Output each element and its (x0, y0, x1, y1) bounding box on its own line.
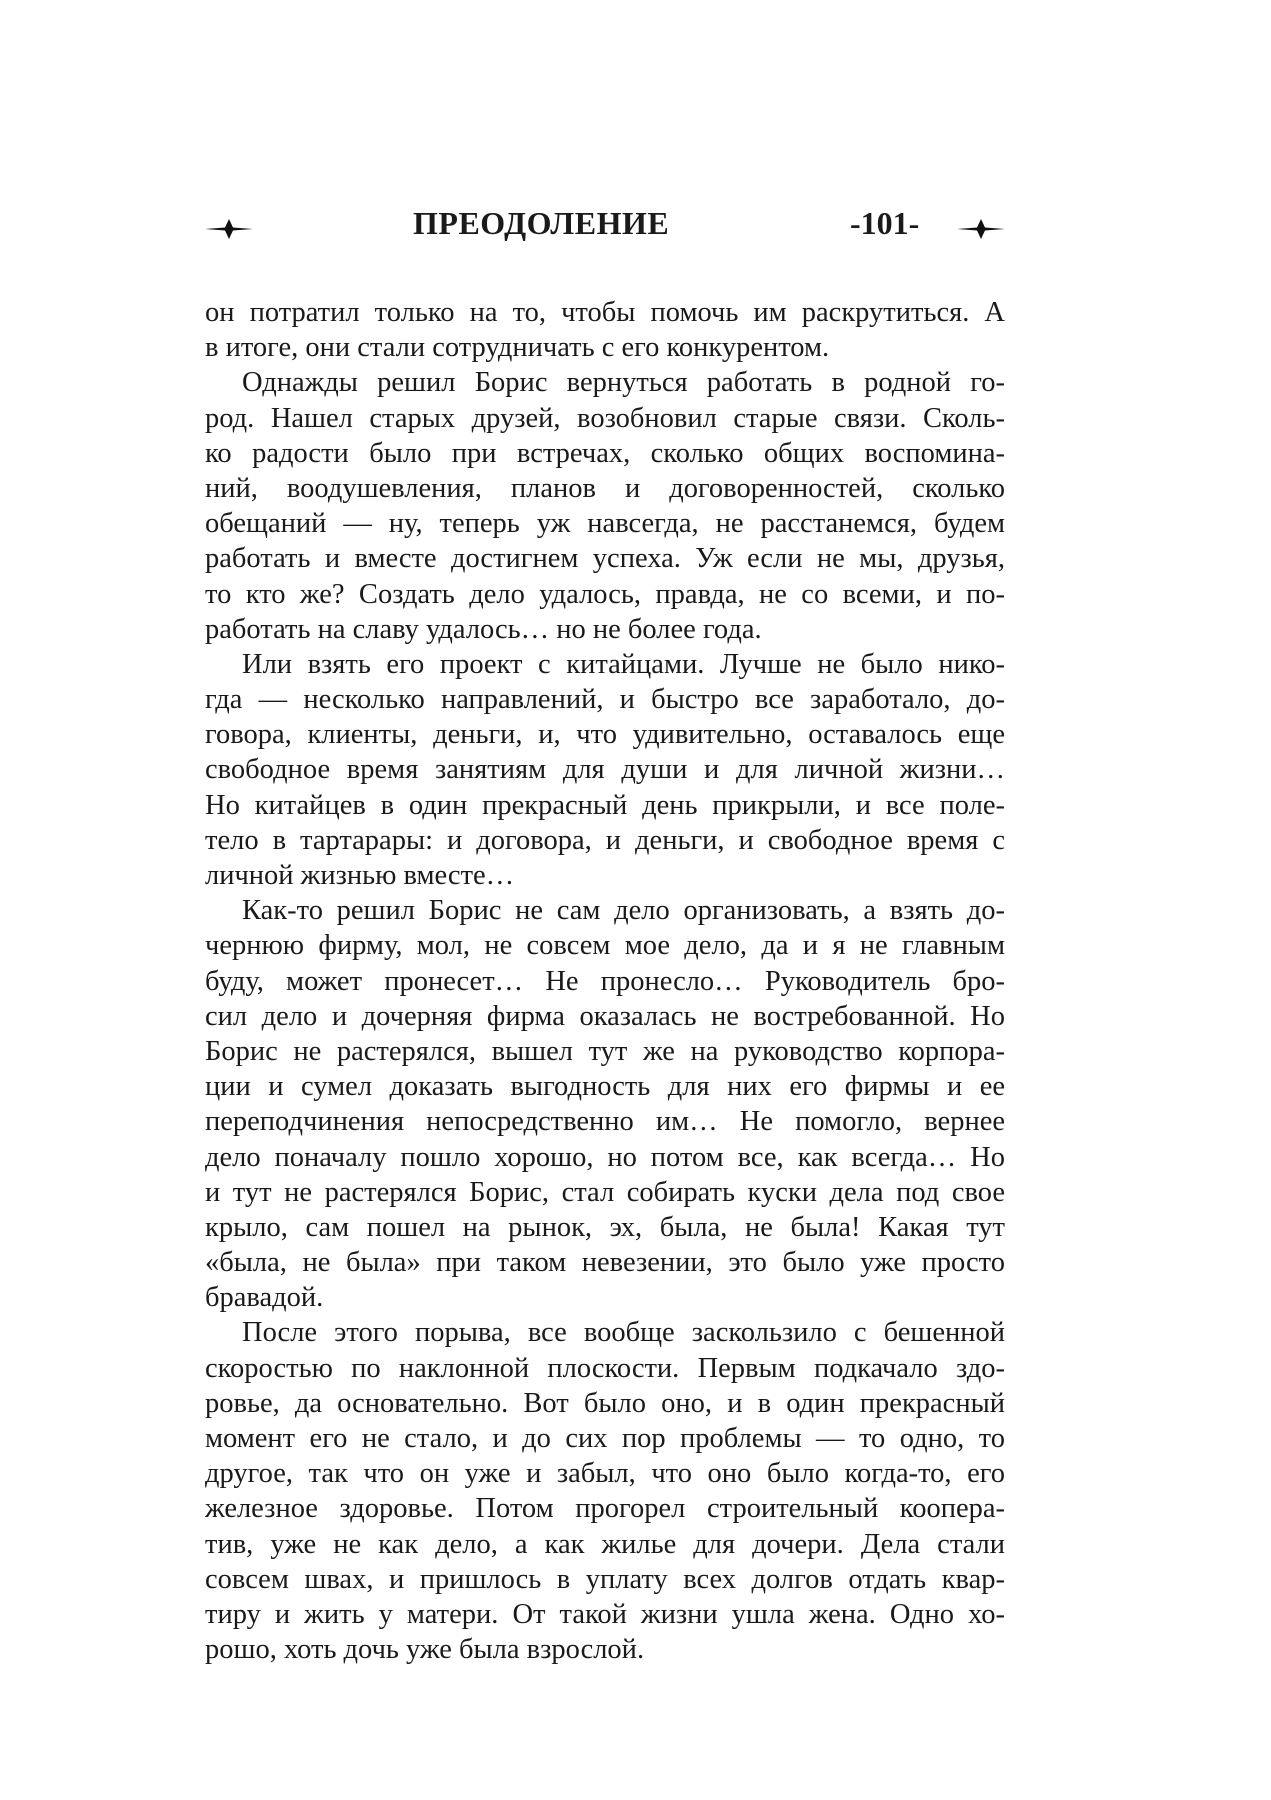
text-line: После этого порыва, все вообще заскользило с бешенной (242, 1317, 1005, 1349)
text-line: чернюю фирму, мол, не совсем мое дело, да и я не главным (205, 930, 1005, 962)
text-line: переподчинения непосредственно им… Не помогло, вернее (205, 1106, 1005, 1138)
text-line: Однажды решил Борис вернуться работать в родной го- (242, 367, 1005, 399)
text-line: другое, так что он уже и забыл, что оно было когда-то, его (205, 1458, 1005, 1490)
text-line: ции и сумел доказать выгодность для них его фирмы и ее (205, 1071, 1005, 1103)
text-line: обещаний — ну, теперь уж навсегда, не расстанемся, будем (205, 508, 1005, 540)
text-line: свободное время занятиям для души и для личной жизни… (205, 754, 1005, 786)
text-line: тив, уже не как дело, а как жилье для дочери. Дела стали (205, 1528, 1005, 1560)
text-line: сил дело и дочерняя фирма оказалась не востребованной. Но (205, 1000, 1005, 1032)
text-line: он потратил только на то, чтобы помочь им раскрутиться. А (205, 297, 1005, 328)
text-line: Но китайцев в один прекрасный день прикрыли, и все поле- (205, 789, 1005, 821)
text-line: совсем швах, и пришлось в уплату всех долгов отдать квар- (205, 1563, 1005, 1595)
text-line: Борис не растерялся, вышел тут же на руководство корпора- (205, 1035, 1005, 1067)
text-line: крыло, сам пошел на рынок, эх, была, не была! Какая тут (205, 1211, 1005, 1243)
text-line: работать и вместе достигнем успеха. Уж если не мы, друзья, (205, 543, 1005, 575)
text-line: «была, не была» при таком невезении, это было уже просто (205, 1247, 1005, 1279)
text-line: Или взять его проект с китайцами. Лучше не было нико- (242, 648, 1005, 680)
star-ornament-right-icon (957, 219, 1005, 239)
text-line: ровье, да основательно. Вот было оно, и в один прекрасный (205, 1387, 1005, 1419)
text-line: личной жизнью вместе… (205, 860, 515, 891)
text-line: бравадой. (205, 1282, 324, 1314)
text-line: рошо, хоть дочь уже была взрослой. (205, 1634, 645, 1666)
text-line: говора, клиенты, деньги, и, что удивительно, оставалось еще (205, 719, 1005, 751)
body-text (205, 295, 1005, 1667)
text-line: железное здоровье. Потом прогорел строительный коопера- (205, 1493, 1005, 1525)
star-ornament-left-icon (205, 219, 253, 239)
text-line: гда — несколько направлений, и быстро все заработало, до- (205, 684, 1005, 716)
text-line: тиру и жить у матери. От такой жизни ушла жена. Одно хо- (205, 1598, 1005, 1630)
text-line: ний, воодушевления, планов и договоренностей, сколько (205, 472, 1005, 504)
text-line: Как-то решил Борис не сам дело организовать, а взять до- (242, 895, 1005, 927)
text-line: и тут не растерялся Борис, стал собирать куски дела под свое (205, 1176, 1005, 1208)
page-number: -101- (850, 205, 920, 241)
text-line: работать на славу удалось… но не более года. (205, 613, 762, 645)
text-line: в итоге, они стали сотрудничать с его конкурентом. (205, 332, 830, 364)
text-line: ко радости было при встречах, сколько общих воспомина- (205, 437, 1005, 469)
text-line: род. Нашел старых друзей, возобновил старые связи. Сколь- (205, 402, 1005, 434)
text-line: скоростью по наклонной плоскости. Первым подкачало здо- (205, 1352, 1005, 1384)
running-title: ПРЕОДОЛЕНИЕ (413, 205, 670, 241)
text-line: дело поначалу пошло хорошо, но потом все, как всегда… Но (205, 1141, 1005, 1173)
text-line: тело в тартарары: и договора, и деньги, и свободное время с (205, 824, 1005, 856)
text-line: момент его не стало, и до сих пор проблемы — то одно, то (205, 1423, 1005, 1454)
text-line: то кто же? Создать дело удалось, правда, не со всеми, и по- (205, 578, 1005, 610)
text-line: буду, может пронесет… Не пронесло… Руководитель бро- (205, 965, 1005, 997)
running-header (205, 205, 1005, 255)
